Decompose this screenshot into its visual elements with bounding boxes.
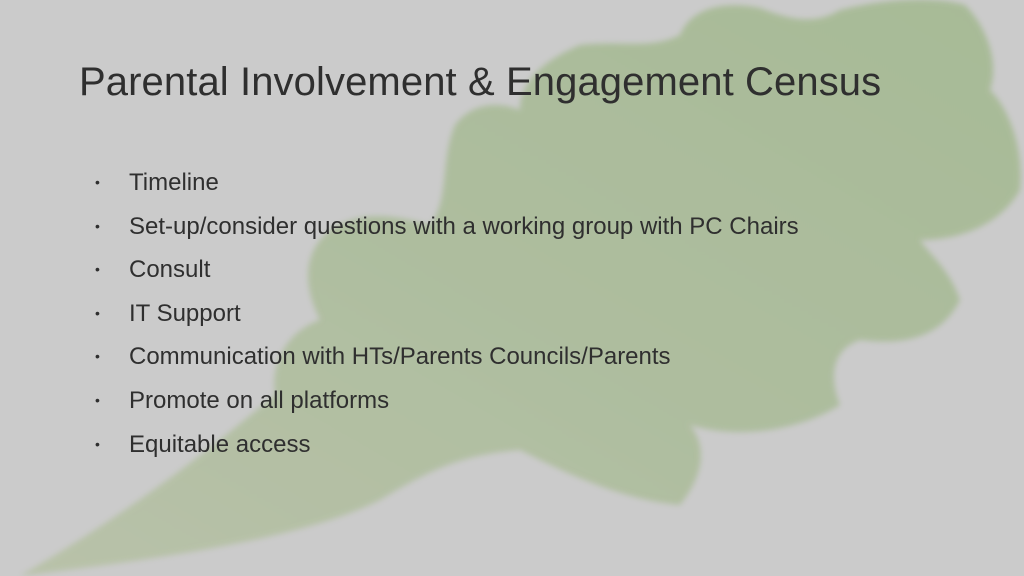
bullet-text: Set-up/consider questions with a working group with PC Chairs: [129, 212, 799, 240]
bullet-marker: •: [95, 435, 100, 452]
bullet-marker: •: [95, 348, 100, 365]
bullet-text: Timeline: [129, 169, 219, 196]
bullet-text: Communication with HTs/Parents Councils/Parents: [129, 343, 671, 371]
bullet-text: IT Support: [129, 299, 241, 327]
bullet-marker: •: [95, 174, 100, 190]
slide-title: Parental Involvement & Engagement Census: [79, 60, 882, 104]
bullet-marker: •: [95, 217, 100, 234]
bullet-marker: •: [95, 391, 100, 408]
bullet-text: Promote on all platforms: [129, 386, 390, 414]
bullet-text: Equitable access: [129, 430, 311, 458]
bullet-marker: •: [95, 261, 100, 278]
bullet-marker: •: [95, 304, 100, 321]
bullet-text: Consult: [129, 256, 211, 284]
